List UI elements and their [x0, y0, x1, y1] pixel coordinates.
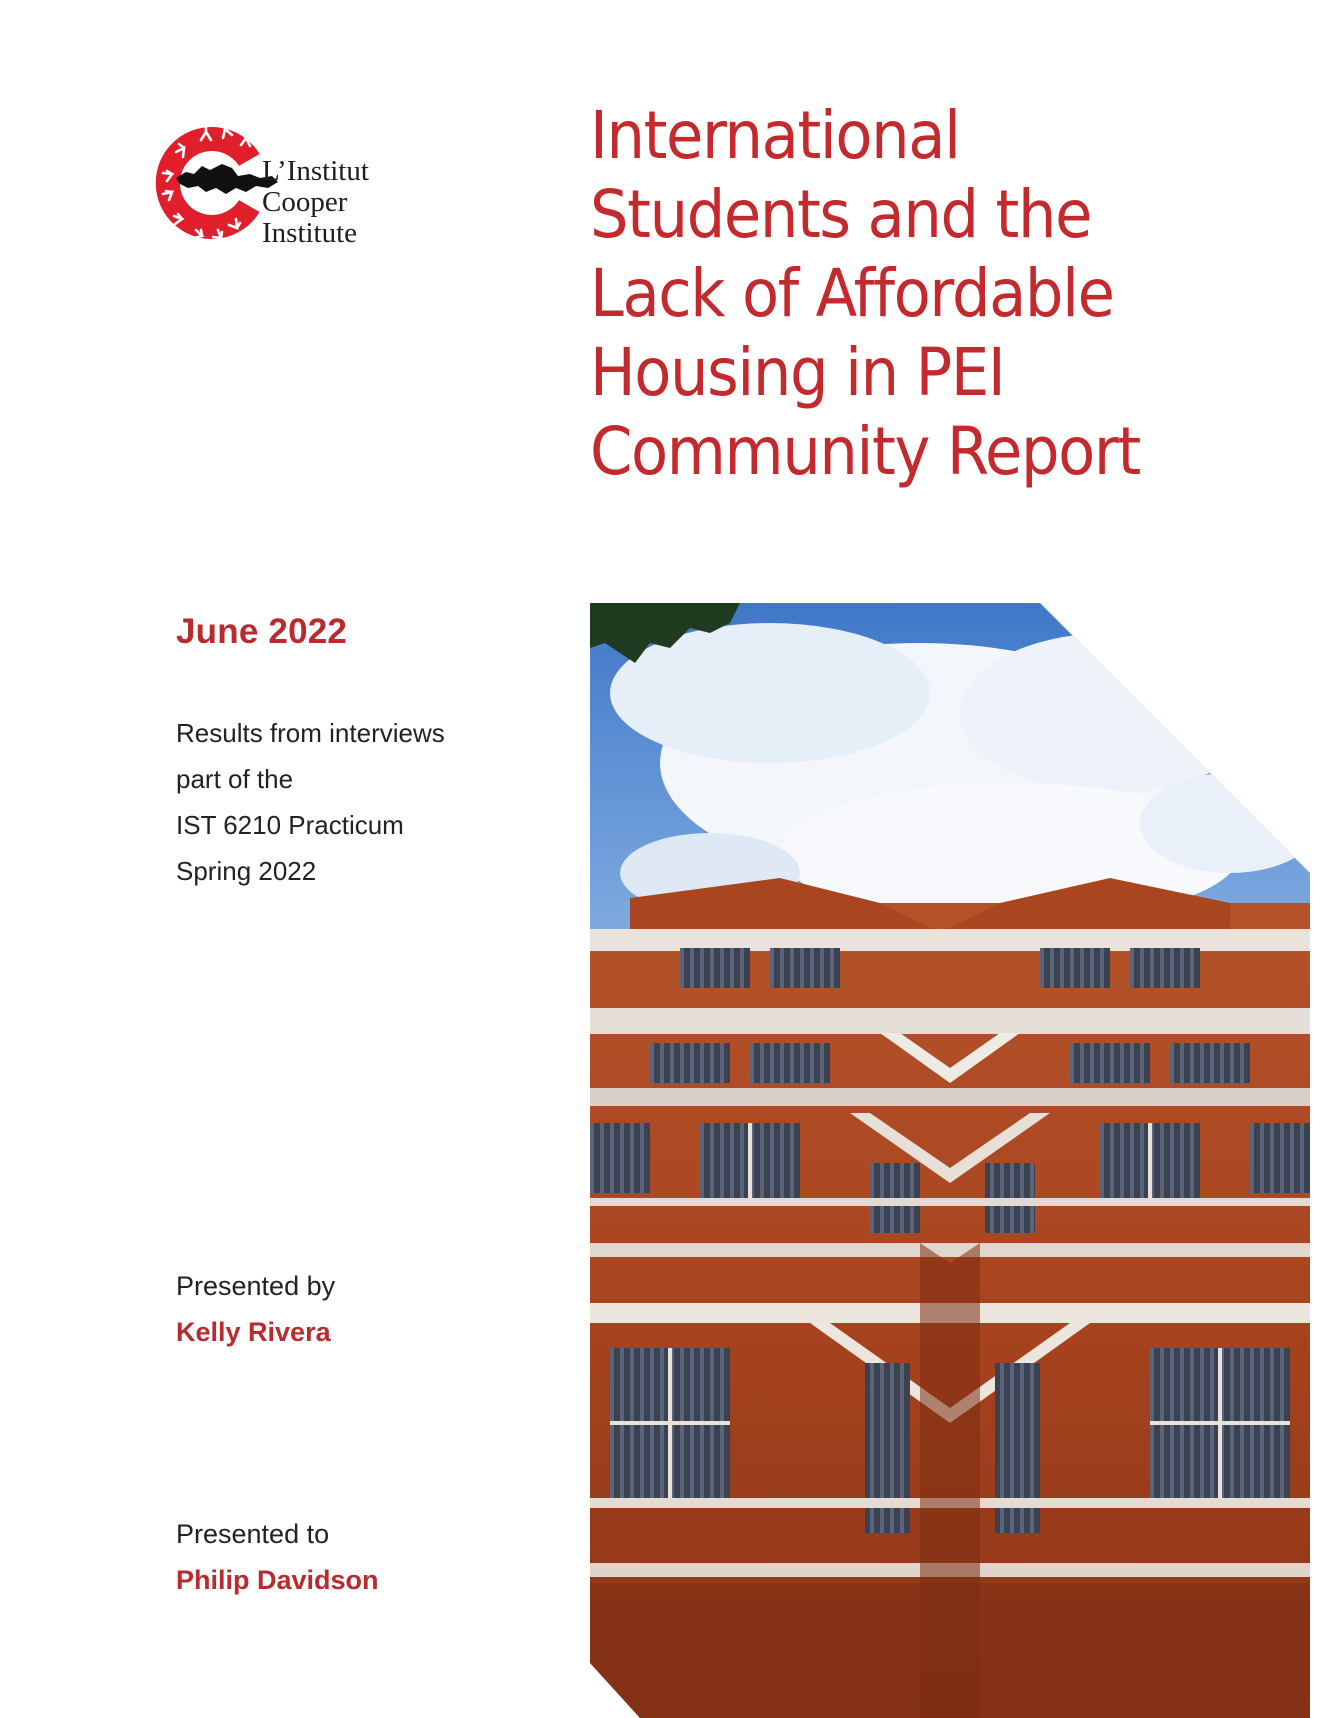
title-line: Lack of Affordable — [590, 255, 1114, 332]
logo-line: Institute — [262, 217, 358, 249]
description-line: part of the — [176, 764, 294, 794]
description-line: Spring 2022 — [176, 856, 317, 886]
presenter-name: Kelly Rivera — [176, 1317, 331, 1347]
cooper-institute-logo — [146, 118, 386, 248]
cover-photo-building — [590, 603, 1310, 1718]
title-line: International — [590, 97, 960, 174]
recipient-name: Philip Davidson — [176, 1565, 379, 1595]
logo-wordmark — [262, 156, 369, 249]
logo-line: L’Institut — [262, 155, 369, 187]
title-line: Students and the — [590, 176, 1092, 253]
presented-by-label: Presented by — [176, 1271, 336, 1301]
title-line: Community Report — [590, 413, 1140, 490]
presented-to-block — [176, 1511, 379, 1603]
description-line: Results from interviews — [176, 718, 445, 748]
presented-to-label: Presented to — [176, 1519, 330, 1549]
report-description — [176, 710, 445, 894]
description-line: IST 6210 Practicum — [176, 810, 404, 840]
report-date: June 2022 — [176, 612, 348, 651]
title-line: Housing in PEI — [590, 334, 1005, 411]
presented-by-block — [176, 1263, 335, 1355]
logo-line: Cooper — [262, 186, 348, 218]
report-title — [590, 96, 1234, 491]
